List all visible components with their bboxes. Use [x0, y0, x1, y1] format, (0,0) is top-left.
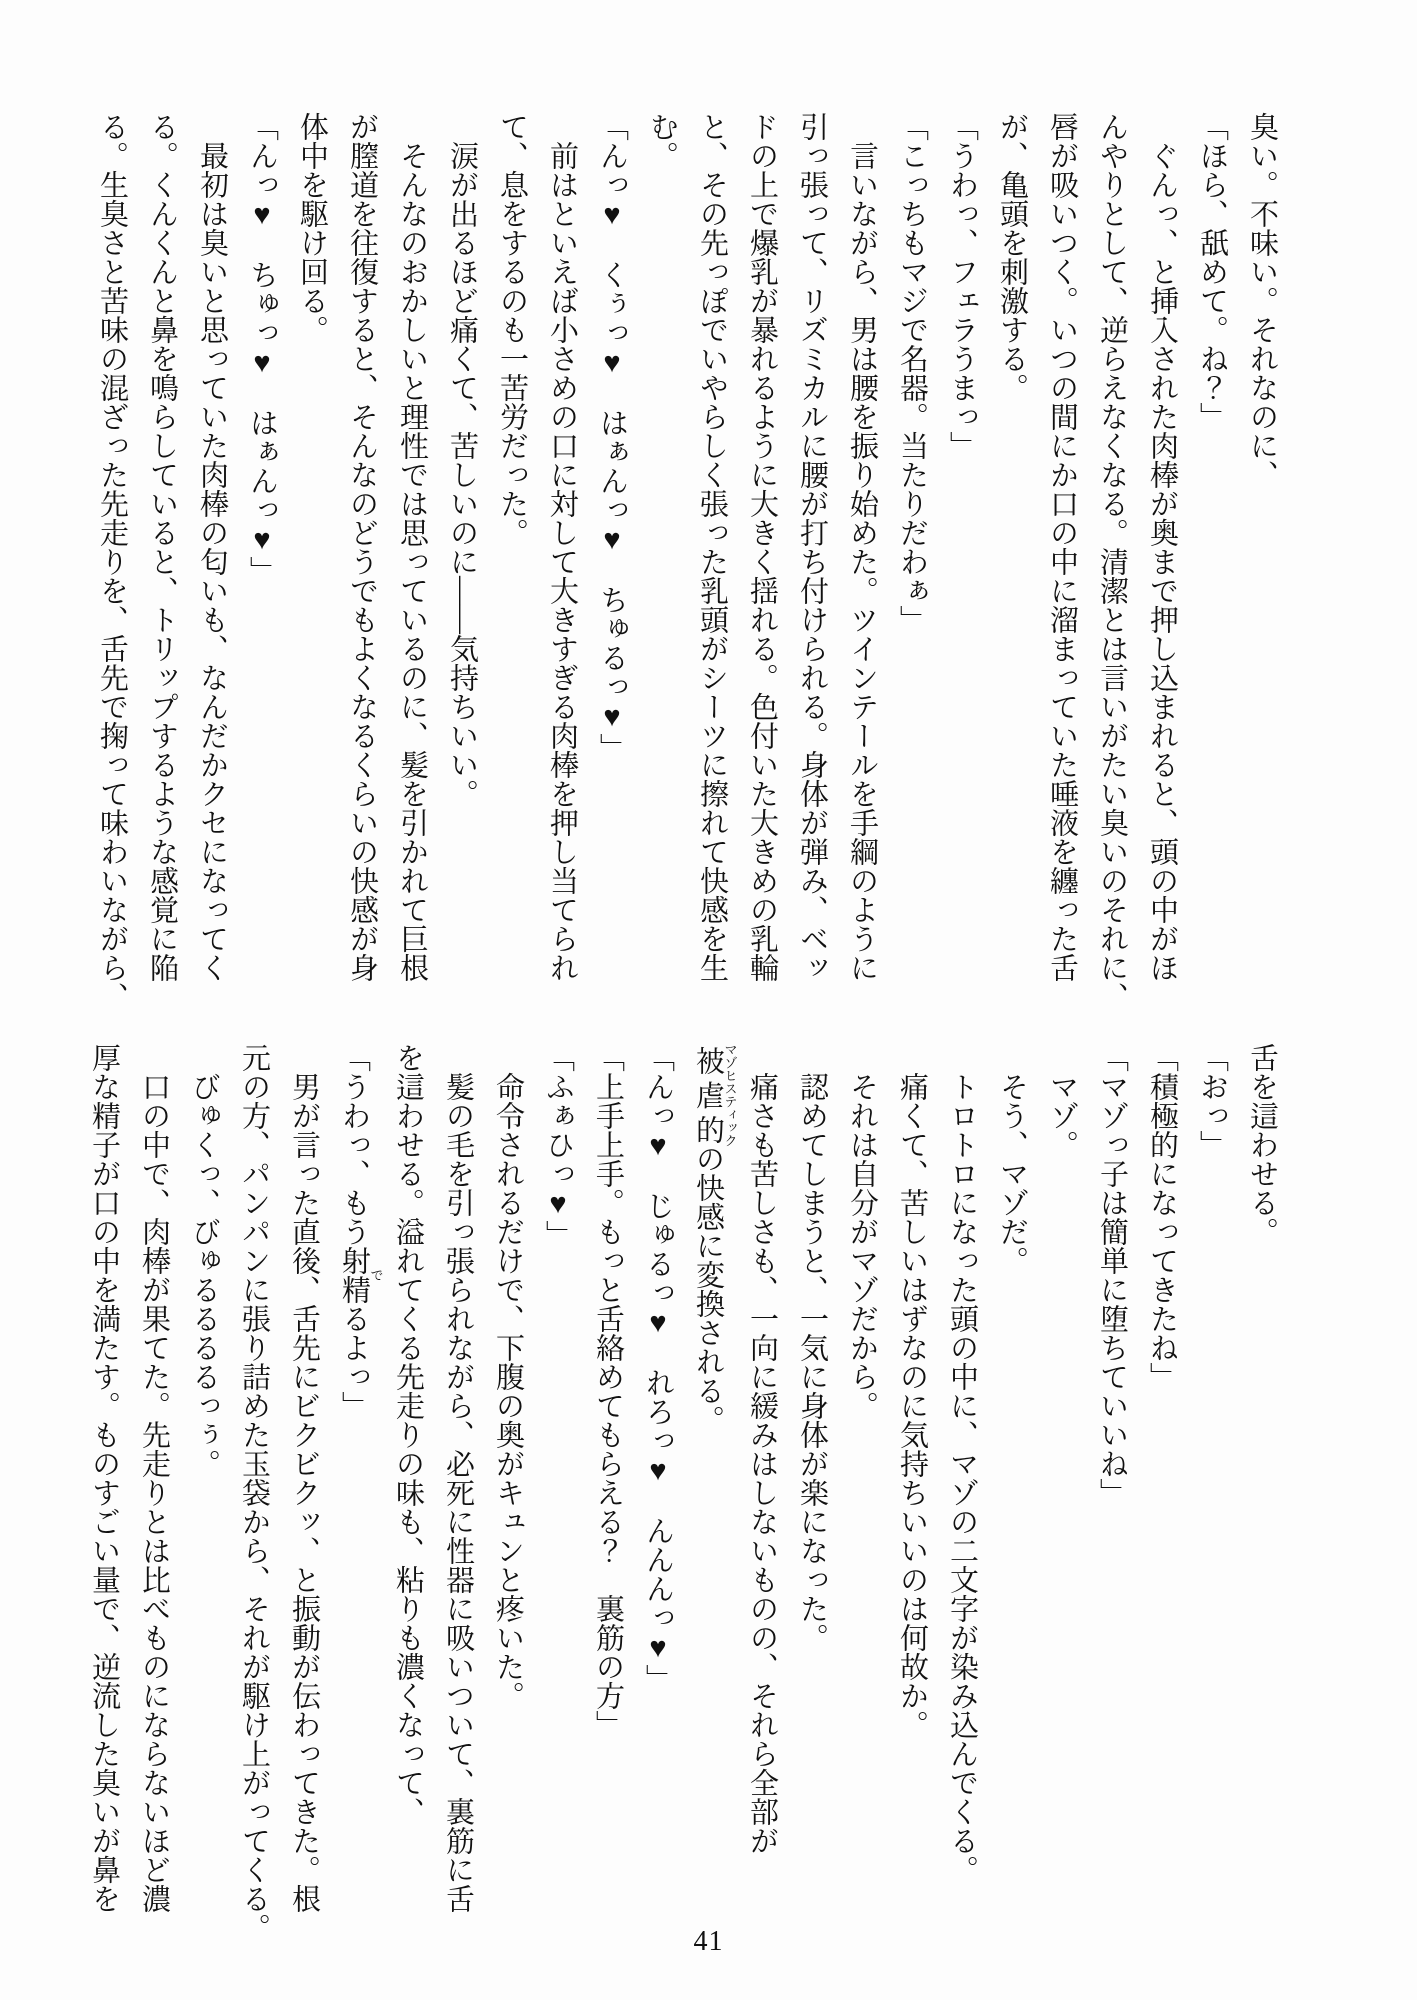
- text-line: 男が言った直後、舌先にビクビクッ、と振動が伝わってきた。根: [288, 1072, 320, 1913]
- text-line: 「おっ」: [1196, 1043, 1228, 1159]
- text-line: 「うわっ、フェラうまっ」: [946, 112, 978, 460]
- text-line: 唇が吸いつく。いつの間にか口の中に溜まっていた唾液を纏った舌: [1046, 112, 1078, 982]
- ruby-annotated-word: 被虐的マゾヒスティック: [692, 1043, 738, 1147]
- text-line: 「上手上手。もっと舌絡めてもらえる？ 裏筋の方」: [592, 1043, 624, 1739]
- text-line: る。くんくんと鼻を鳴らしていると、トリップするような感覚に陥: [146, 112, 178, 982]
- text-line: 前はといえば小さめの口に対して大きすぎる肉棒を押し当てられ: [546, 141, 578, 982]
- text-line: トロトロになった頭の中に、マゾの二文字が染み込んでくる。: [946, 1072, 978, 1884]
- text-line: 「うわっ、もう射精でるよっ」: [338, 1043, 384, 1420]
- text-line: と、その先っぽでいやらしく張った乳頭がシーツに擦れて快感を生: [696, 112, 728, 982]
- text-line: 言いながら、男は腰を振り始めた。ツインテールを手綱のように: [846, 141, 878, 982]
- text-line: それは自分がマゾだから。: [846, 1072, 878, 1420]
- text-line: 「んっ♥ ちゅっ♥ はぁんっ♥」: [246, 112, 278, 585]
- text-line: る。生臭さと苦味の混ざった先走りを、舌先で掬って味わいながら、: [96, 112, 128, 1011]
- text-line: む。: [646, 112, 678, 170]
- text-line: そう、マゾだ。: [996, 1072, 1028, 1275]
- text-line: マゾ。: [1046, 1072, 1078, 1159]
- text-line: ぐんっ、と挿入された肉棒が奥まで押し込まれると、頭の中がほ: [1146, 141, 1178, 982]
- text-line: 「んっ♥ くぅっ♥ はぁんっ♥ ちゅるっ♥」: [596, 112, 628, 762]
- text-line: 痛くて、苦しいはずなのに気持ちいいのは何故か。: [896, 1072, 928, 1739]
- text-line: 「んっ♥ じゅるっ♥ れろっ♥ んんんっ♥」: [642, 1043, 674, 1693]
- text-line: そんなのおかしいと理性では思っているのに、髪を引かれて巨根: [396, 141, 428, 982]
- text-line: ドの上で爆乳が暴れるように大きく揺れる。色付いた大きめの乳輪: [746, 112, 778, 982]
- text-line: 「こっちもマジで名器。当たりだわぁ」: [896, 112, 928, 634]
- text-line: て、息をするのも一苦労だった。: [496, 112, 528, 547]
- text-line: 舌を這わせる。: [1246, 1043, 1278, 1246]
- text-line: 厚な精子が口の中を満たす。ものすごい量で、逆流した臭いが鼻を: [88, 1043, 120, 1913]
- text-line: 「ほら、舐めて。ね？」: [1196, 112, 1228, 431]
- text-line: 被虐的マゾヒスティックの快感に変換される。: [692, 1043, 738, 1435]
- text-line: 「ふぁひっ♥」: [542, 1043, 574, 1249]
- text-line: 涙が出るほど痛くて、苦しいのに――気持ちいい。: [446, 141, 478, 808]
- text-line: が、亀頭を刺激する。: [996, 112, 1028, 402]
- text-line: 体中を駆け回る。: [296, 112, 328, 344]
- text-line: 「積極的になってきたね」: [1146, 1043, 1178, 1391]
- text-line: 命令されるだけで、下腹の奥がキュンと疼いた。: [492, 1072, 524, 1710]
- text-block-upper: [37, 112, 1287, 1030]
- ruby-annotated-word: 射精で: [338, 1246, 384, 1304]
- text-line: 痛さも苦しさも、一向に緩みはしないものの、それら全部が: [746, 1072, 778, 1855]
- text-line: 髪の毛を引っ張られながら、必死に性器に吸いついて、裏筋に舌: [442, 1072, 474, 1913]
- text-line: 認めてしまうと、一気に身体が楽になった。: [796, 1072, 828, 1652]
- text-block-lower: [37, 1043, 1287, 1948]
- text-line: を這わせる。溢れてくる先走りの味も、粘りも濃くなって、: [392, 1043, 424, 1826]
- text-line: んやりとして、逆らえなくなる。清潔とは言いがたい臭いのそれに、: [1096, 112, 1128, 1011]
- text-line: びゅくっ、びゅるるるるっぅ。: [188, 1072, 220, 1478]
- text-line: 引っ張って、リズミカルに腰が打ち付けられる。身体が弾み、ベッ: [796, 112, 828, 982]
- text-line: 臭い。不味い。それなのに、: [1246, 112, 1278, 489]
- text-line: 最初は臭いと思っていた肉棒の匂いも、なんだかクセになってく: [196, 141, 228, 982]
- text-line: 元の方、パンパンに張り詰めた玉袋から、それが駆け上がってくる。: [238, 1043, 270, 1942]
- text-line: 口の中で、肉棒が果てた。先走りとは比べものにならないほど濃: [138, 1072, 170, 1913]
- text-line: 「マゾっ子は簡単に堕ちていいね」: [1096, 1043, 1128, 1507]
- text-line: が膣道を往復すると、そんなのどうでもよくなるくらいの快感が身: [346, 112, 378, 982]
- page-number: 41: [693, 1926, 724, 1957]
